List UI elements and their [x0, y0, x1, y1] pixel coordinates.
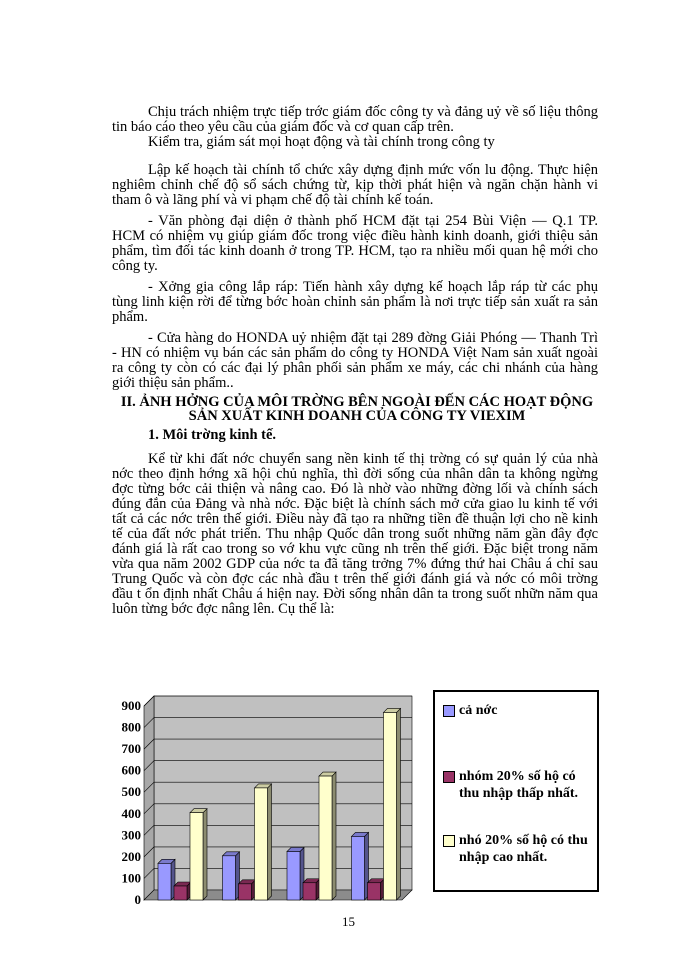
bar-1-2: [303, 883, 316, 900]
legend-swatch-low-income: [443, 771, 455, 783]
legend-swatch-high-income: [443, 835, 455, 847]
paragraph-4: - Văn phòng đại diện ở thành phố HCM đặt tại 254 Bùi Viện — Q.1 TP. HCM có nhiệm vụ giúp giám đốc trong việc điều hành kinh doanh, giới thiệu sản phẩm, tìm đối tác kinh doanh ở trong TP. HCM, tạo ra nhiều mối quan hệ mới cho công ty.: [112, 213, 598, 274]
y-tick-label: 400: [121, 805, 141, 821]
chart-side-wall: [144, 696, 154, 900]
legend-swatch-ca-nuoc: [443, 705, 455, 717]
y-tick-label: 900: [121, 698, 141, 713]
bar-2-0: [190, 813, 203, 900]
legend-item-low-income: [443, 768, 589, 802]
paragraph-2: Kiểm tra, giám sát mọi hoạt động và tài chính trong công ty: [148, 134, 495, 150]
legend-label-high-income: nhó 20% số hộ có thu nhập cao nhất.: [459, 833, 588, 865]
page-number: 15: [342, 914, 355, 929]
y-tick-label: 800: [121, 719, 141, 735]
bar-1-3: [368, 883, 381, 900]
bar-2-2: [319, 776, 332, 900]
y-tick-label: 600: [121, 762, 141, 778]
y-tick-label: 0: [134, 892, 141, 907]
paragraph-1: Chịu trách nhiệm trực tiếp trớc giám đốc công ty và đảng uỷ về số liệu thông tin báo cáo theo yêu cầu của giám đốc và cơ quan cấp trên.: [112, 104, 598, 135]
y-tick-label: 300: [121, 827, 141, 843]
bar-0-3: [352, 836, 365, 900]
bar-2-3: [384, 712, 397, 900]
y-tick-label: 700: [121, 741, 141, 757]
bar-side-2-3: [397, 708, 401, 900]
y-tick-label: 100: [121, 870, 141, 886]
bar-1-1: [239, 884, 252, 900]
y-tick-label: 200: [121, 848, 141, 864]
paragraph-3: Lập kế hoạch tài chính tổ chức xây dựng định mức vốn lu động. Thực hiện nghiêm chỉnh chế độ sổ sách chứng từ, kịp thời phát hiện và ngăn chặn hành vi tham ô và lãng phí và vi phạm chế độ tài chính kế toán.: [112, 162, 598, 208]
bar-side-2-1: [268, 784, 272, 900]
bar-side-2-2: [332, 772, 336, 900]
bar-0-2: [287, 852, 300, 901]
bar-side-2-0: [203, 809, 207, 900]
chart-legend: [433, 690, 599, 892]
legend-label-ca-nuoc: cả nớc: [459, 703, 498, 718]
paragraph-7: Kể từ khi đất nớc chuyển sang nền kinh tế thị trờng có sự quản lý của nhà nớc theo định hớng xã hội chủ nghĩa, thì đời sống của nhân dân ta không ngừng đợc từng bớc cải thiện và nâng cao. Đó là nhờ vào những đờng lối và chính sách đúng đắn của Đảng và nhà nớc. Đặc biệt là chính sách mở cửa giao lu kinh tế với tất cả các nớc trên thế giới. Điều này đã tạo ra những tiền đề thuận lợi cho nề kinh tế của đất nớc phát triển. Thu nhập Quốc dân trong suốt những năm gần đây đợc đánh giá là rất cao trong so vớ khu vực cũng nh trên thế giới. Đặc biệt trong năm vừa qua năm 2002 GDP của nớc ta đã tăng trởng 7% đứng thứ hai Châu á chỉ sau Trung Quốc và còn đợc các nhà đầu t trên thế giới đánh giá và nớc có môi trờng đầu t ổn định nhất Châu á hiện nay. Đời sống nhân dân ta trong suốt nhữn năm qua luôn từng bớc đợc nâng lên. Cụ thể là:: [112, 451, 598, 617]
paragraph-5: - Xởng gia công lắp ráp: Tiến hành xây dựng kế hoạch lắp ráp từ các phụ tùng linh kiện rời để từng bớc hoàn chỉnh sản phẩm là nơi trực tiếp sản xuất ra sản phẩm.: [112, 279, 598, 325]
section-subheading: 1. Môi trờng kinh tế.: [148, 427, 277, 443]
legend-label-low-income: nhóm 20% số hộ có thu nhập thấp nhất.: [459, 769, 579, 801]
legend-item-high-income: [443, 832, 589, 866]
bar-2-1: [255, 788, 268, 900]
y-tick-label: 500: [121, 784, 141, 800]
section-heading: II. ẢNH HỞNG CỦA MÔI TRỜNG BÊN NGOÀI ĐẾN CÁC HOẠT ĐỘNG SẢN XUẤT KINH DOANH CỦA CÔNG TY VIEXIM: [120, 394, 594, 424]
bar-0-0: [158, 863, 171, 900]
bar-1-0: [174, 886, 187, 900]
income-bar-chart: [112, 688, 432, 907]
paragraph-6: - Cửa hàng do HONDA uỷ nhiệm đặt tại 289 đờng Giải Phóng — Thanh Trì - HN có nhiệm vụ bán các sản phẩm do công ty HONDA Việt Nam sản xuất ngoài ra công ty còn có các đại lý phân phối sản phẩm xe máy, các chi nhánh của hàng giới thiệu sản phẩm..: [112, 330, 598, 391]
bar-0-1: [223, 856, 236, 900]
legend-item-ca-nuoc: [443, 702, 589, 719]
